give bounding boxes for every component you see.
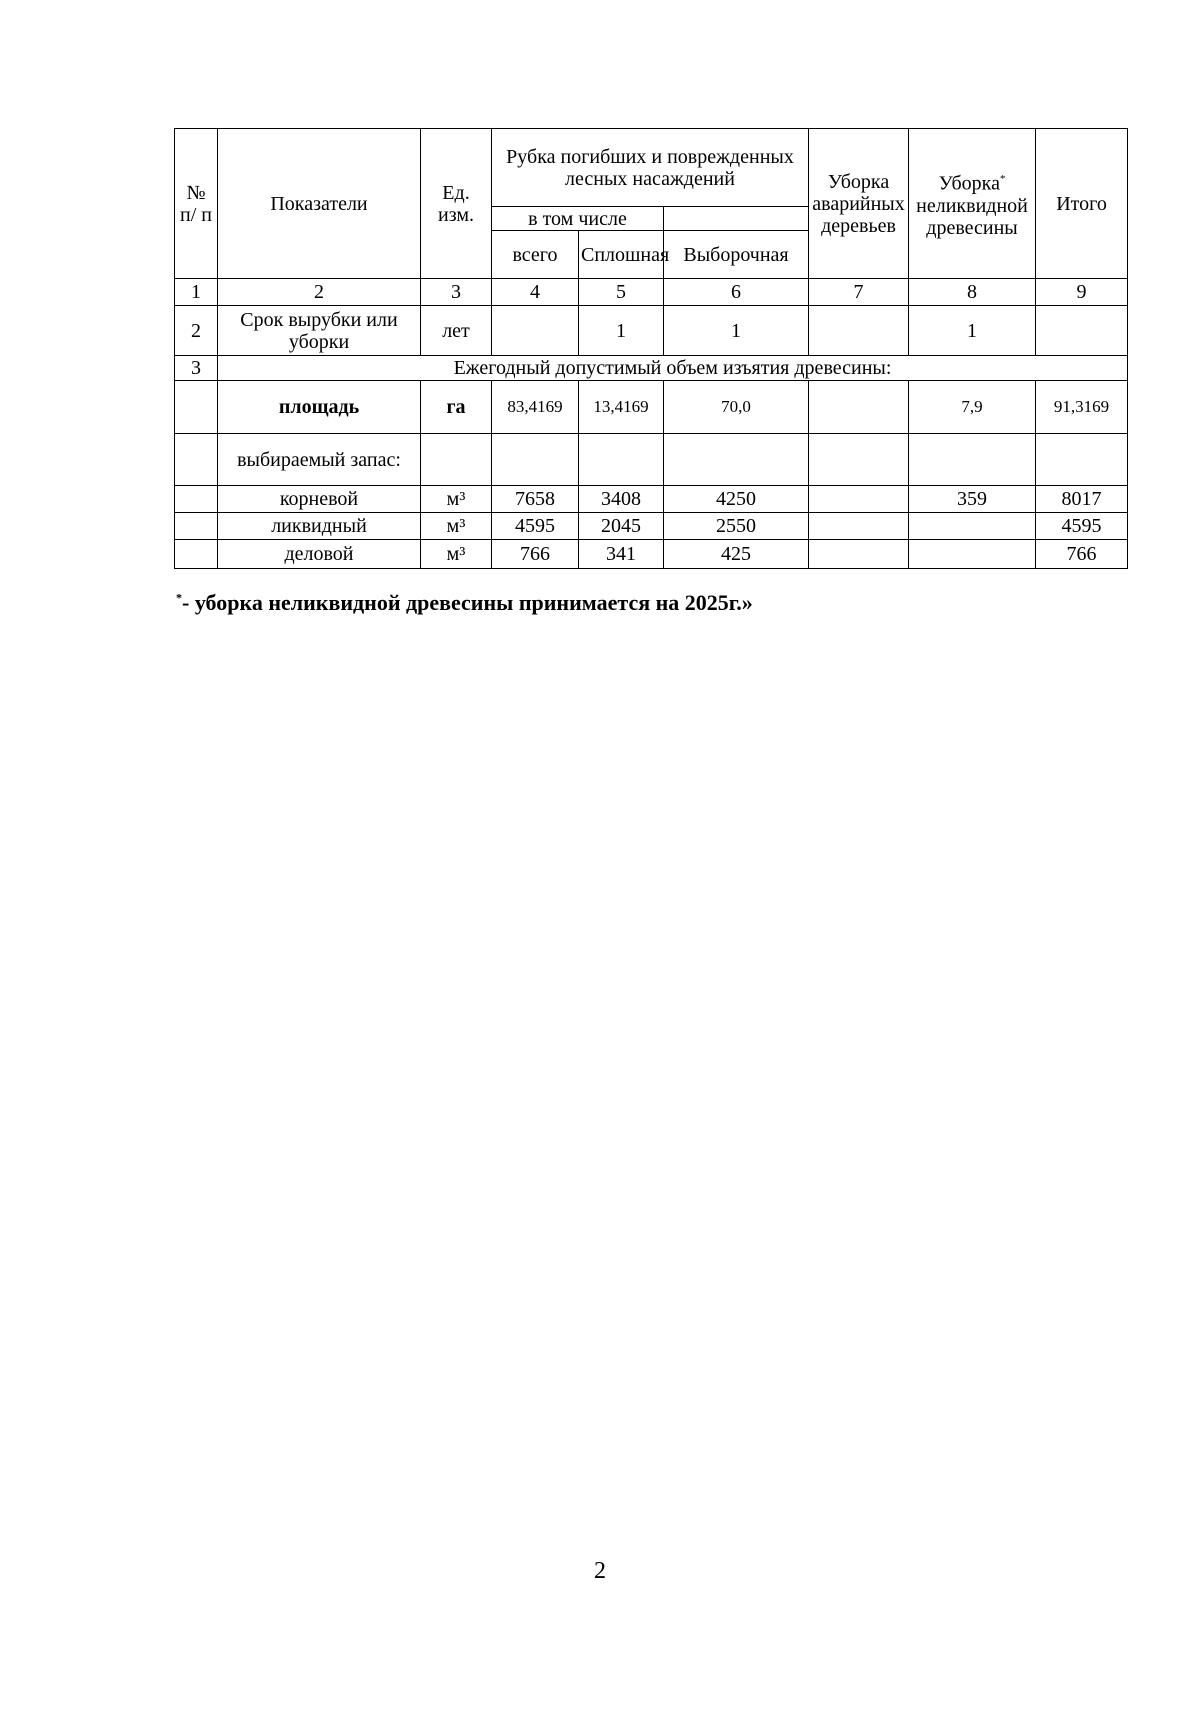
row-term-c4: [492, 306, 579, 356]
row-term-label: Срок вырубки или уборки: [218, 306, 421, 356]
table-row: [175, 540, 1128, 569]
row-root-c7: [809, 486, 909, 513]
row-business-label: деловой: [218, 540, 421, 569]
row-term-c7: [809, 306, 909, 356]
colnum-5: 5: [579, 279, 664, 306]
colnum-2: 2: [218, 279, 421, 306]
row-stock-label: выбираемый запас:: [218, 434, 421, 486]
header-total: всего: [492, 231, 579, 279]
header-cutting-group: Рубка погибших и поврежденных лесных насаждений: [492, 129, 809, 207]
footnote: [176, 590, 753, 616]
row-business-c9: 766: [1036, 540, 1128, 569]
colnum-4: 4: [492, 279, 579, 306]
row-root-num: [175, 486, 218, 513]
header-clear: Сплошная: [579, 231, 664, 279]
row-business-c6: 425: [664, 540, 809, 569]
row-stock-c9: [1036, 434, 1128, 486]
header-selective: Выборочная: [664, 231, 809, 279]
row-term-c9: [1036, 306, 1128, 356]
header-sum: Итого: [1036, 129, 1128, 279]
row-section-label: Ежегодный допустимый объем изъятия древесины:: [218, 356, 1128, 381]
row-stock-c4: [492, 434, 579, 486]
row-business-c8: [909, 540, 1036, 569]
row-term-num: 2: [175, 306, 218, 356]
row-business-c5: 341: [579, 540, 664, 569]
row-business-c4: 766: [492, 540, 579, 569]
row-area-unit: га: [421, 381, 492, 434]
table-row: [175, 306, 1128, 356]
table-row: [175, 434, 1128, 486]
row-area-c8: 7,9: [909, 381, 1036, 434]
colnum-7: 7: [809, 279, 909, 306]
row-area-num: [175, 381, 218, 434]
row-stock-c7: [809, 434, 909, 486]
colnum-6: 6: [664, 279, 809, 306]
logging-volume-table: [174, 128, 1128, 569]
row-root-c9: 8017: [1036, 486, 1128, 513]
row-liquid-num: [175, 513, 218, 540]
colnum-9: 9: [1036, 279, 1128, 306]
row-area-c6: 70,0: [664, 381, 809, 434]
row-liquid-c7: [809, 513, 909, 540]
row-liquid-c6: 2550: [664, 513, 809, 540]
header-nonliquid-title: Уборка: [938, 172, 1000, 195]
row-liquid-c5: 2045: [579, 513, 664, 540]
row-stock-num: [175, 434, 218, 486]
row-root-c6: 4250: [664, 486, 809, 513]
row-term-c5: 1: [579, 306, 664, 356]
row-area-label: площадь: [218, 381, 421, 434]
row-business-unit: м³: [421, 540, 492, 569]
row-stock-c6: [664, 434, 809, 486]
row-stock-c3: [421, 434, 492, 486]
row-term-unit: лет: [421, 306, 492, 356]
footnote-mark: *: [176, 590, 182, 605]
header-unit: Ед. изм.: [421, 129, 492, 279]
column-number-row: [175, 279, 1128, 306]
table-row: [175, 356, 1128, 381]
header-nonliquid: [909, 129, 1036, 279]
row-stock-c8: [909, 434, 1036, 486]
row-business-c7: [809, 540, 909, 569]
row-root-unit: м³: [421, 486, 492, 513]
row-section-num: 3: [175, 356, 218, 381]
page-number: 2: [594, 1558, 606, 1584]
table-row: [175, 381, 1128, 434]
header-nonliquid-mark: *: [999, 173, 1006, 186]
row-liquid-c8: [909, 513, 1036, 540]
row-liquid-unit: м³: [421, 513, 492, 540]
row-liquid-c9: 4595: [1036, 513, 1128, 540]
table-row: [175, 486, 1128, 513]
colnum-8: 8: [909, 279, 1036, 306]
row-term-c6: 1: [664, 306, 809, 356]
footnote-text: - уборка неликвидной древесины принимается на 2025г.»: [182, 590, 753, 615]
row-root-c8: 359: [909, 486, 1036, 513]
row-root-label: корневой: [218, 486, 421, 513]
row-area-c5: 13,4169: [579, 381, 664, 434]
header-including: в том числе: [492, 207, 664, 231]
header-emergency: Уборка аварийных деревьев: [809, 129, 909, 279]
row-business-num: [175, 540, 218, 569]
header-num: № п/ п: [175, 129, 218, 279]
row-root-c4: 7658: [492, 486, 579, 513]
colnum-3: 3: [421, 279, 492, 306]
row-liquid-c4: 4595: [492, 513, 579, 540]
row-area-c9: 91,3169: [1036, 381, 1128, 434]
row-stock-c5: [579, 434, 664, 486]
row-area-c4: 83,4169: [492, 381, 579, 434]
row-area-c7: [809, 381, 909, 434]
row-liquid-label: ликвидный: [218, 513, 421, 540]
colnum-1: 1: [175, 279, 218, 306]
header-nonliquid-rest: неликвидной древесины: [916, 194, 1028, 239]
header-indicators: Показатели: [218, 129, 421, 279]
row-root-c5: 3408: [579, 486, 664, 513]
row-term-c8: 1: [909, 306, 1036, 356]
table-row: [175, 513, 1128, 540]
